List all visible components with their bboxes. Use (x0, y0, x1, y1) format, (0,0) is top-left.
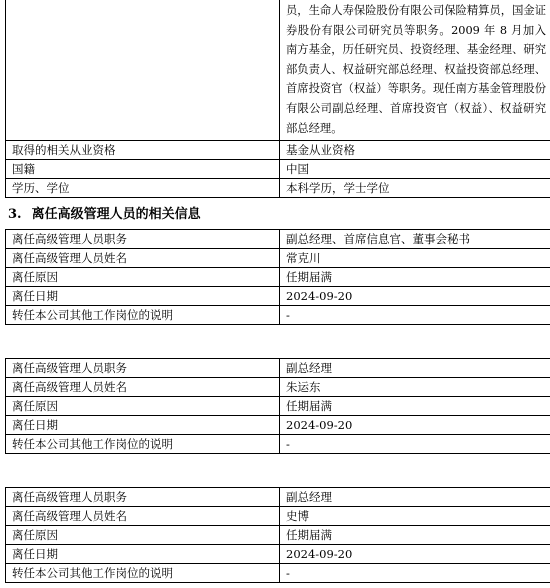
table-row (6, 268, 550, 287)
table-row (6, 564, 550, 583)
table-row (6, 160, 550, 179)
row-value: 副总经理、首席信息官、董事会秘书 (280, 230, 550, 249)
row-value: - (280, 435, 550, 454)
table-row (6, 287, 550, 306)
row-label: 离任原因 (6, 526, 280, 545)
table-row (6, 230, 550, 249)
row-label: 离任高级管理人员姓名 (6, 507, 280, 526)
row-label: 学历、学位 (6, 179, 280, 198)
table-row (6, 526, 550, 545)
section-heading (8, 203, 201, 222)
bio-label-cell (6, 0, 280, 141)
table-row (6, 378, 550, 397)
row-label: 离任原因 (6, 397, 280, 416)
row-value: 2024-09-20 (280, 416, 550, 435)
table-row (6, 359, 550, 378)
row-value: 任期届满 (280, 526, 550, 545)
table-row (6, 249, 550, 268)
row-value: 副总经理 (280, 488, 550, 507)
row-label: 离任原因 (6, 268, 280, 287)
row-label: 离任日期 (6, 416, 280, 435)
row-label: 离任高级管理人员职务 (6, 359, 280, 378)
row-label: 取得的相关从业资格 (6, 141, 280, 160)
row-value: 本科学历，学士学位 (280, 179, 550, 198)
row-label: 离任高级管理人员职务 (6, 488, 280, 507)
row-value: 2024-09-20 (280, 545, 550, 564)
row-value: 基金从业资格 (280, 141, 550, 160)
row-value: 常克川 (280, 249, 550, 268)
row-label: 离任高级管理人员姓名 (6, 249, 280, 268)
table-row (6, 416, 550, 435)
row-value: - (280, 564, 550, 583)
table-row (6, 545, 550, 564)
table-row (6, 141, 550, 160)
section-title: 离任高级管理人员的相关信息 (31, 207, 201, 222)
departure-table-2 (5, 358, 550, 454)
row-value: 史博 (280, 507, 550, 526)
row-label: 国籍 (6, 160, 280, 179)
executive-bio-table (5, 0, 550, 198)
row-label: 离任高级管理人员职务 (6, 230, 280, 249)
row-value: 朱运东 (280, 378, 550, 397)
row-value: 2024-09-20 (280, 287, 550, 306)
row-value: 任期届满 (280, 397, 550, 416)
departure-table-3 (5, 487, 550, 583)
table-row (6, 179, 550, 198)
table-row (6, 0, 550, 141)
section-number: 3. (8, 207, 22, 222)
row-label: 转任本公司其他工作岗位的说明 (6, 435, 280, 454)
row-value: 副总经理 (280, 359, 550, 378)
table-row (6, 488, 550, 507)
row-value: 任期届满 (280, 268, 550, 287)
departure-table-1 (5, 229, 550, 325)
row-label: 离任高级管理人员姓名 (6, 378, 280, 397)
bio-text-cell: 员，生命人寿保险股份有限公司保险精算员，国金证券股份有限公司研究员等职务。2009 年 8 月加入南方基金，历任研究员、投资经理、基金经理、研究部负责人、权益研究部总经理、权益投资部总经理、首席投资官（权益）等职务。现任南方基金管理股份有限公司副总经理、首席投资官（权益）、权益研究部总经理。 (280, 0, 550, 141)
table-row (6, 306, 550, 325)
row-label: 转任本公司其他工作岗位的说明 (6, 564, 280, 583)
table-row (6, 397, 550, 416)
row-label: 转任本公司其他工作岗位的说明 (6, 306, 280, 325)
row-value: - (280, 306, 550, 325)
row-label: 离任日期 (6, 545, 280, 564)
table-row (6, 507, 550, 526)
row-value: 中国 (280, 160, 550, 179)
table-row (6, 435, 550, 454)
row-label: 离任日期 (6, 287, 280, 306)
